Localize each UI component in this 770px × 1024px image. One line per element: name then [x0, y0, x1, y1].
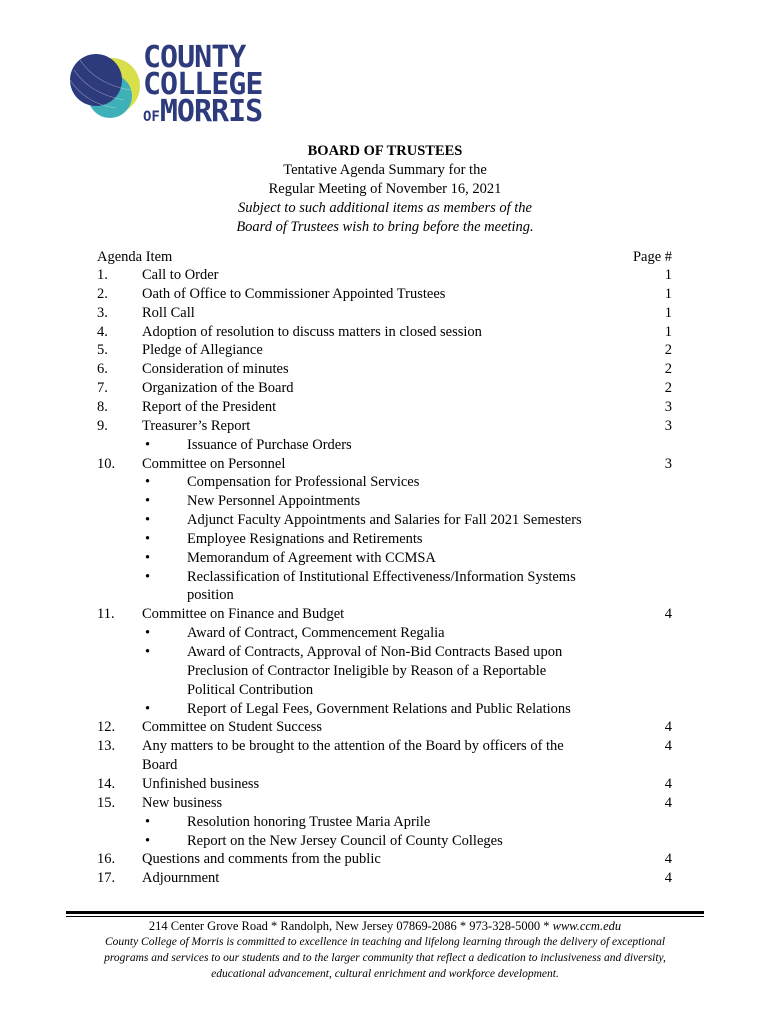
- document-subtitle: Tentative Agenda Summary for the: [283, 162, 487, 178]
- agenda-item-label: Any matters to be brought to the attention of the Board by officers of the: [142, 738, 564, 755]
- agenda-item-number: 15.: [97, 794, 116, 811]
- agenda-item-number: 11.: [97, 606, 115, 623]
- footer: [40, 918, 730, 982]
- agenda-subitem: [0, 568, 770, 586]
- agenda-item: [0, 718, 770, 736]
- document-header: [0, 142, 770, 237]
- agenda-item-label: Unfinished business: [142, 775, 260, 792]
- agenda-subitem-label: Employee Resignations and Retirements: [187, 530, 423, 547]
- agenda-subitem-label: Memorandum of Agreement with CCMSA: [187, 549, 436, 566]
- agenda-item-page: 4: [664, 775, 672, 792]
- agenda-subitem-label: Compensation for Professional Services: [187, 474, 420, 491]
- bullet-icon: •: [145, 530, 151, 547]
- agenda-item-label: Roll Call: [142, 304, 195, 321]
- agenda-subitem-continuation: [0, 681, 770, 699]
- agenda-item: [0, 323, 770, 341]
- agenda-item: [0, 398, 770, 416]
- agenda-item-page: 1: [664, 285, 672, 302]
- agenda-item: [0, 417, 770, 435]
- agenda-item-label: Committee on Personnel: [142, 455, 286, 472]
- agenda-item-continuation: [0, 756, 770, 774]
- bullet-icon: •: [145, 568, 151, 585]
- agenda-item-page: 2: [664, 361, 672, 378]
- agenda-item-page: 1: [664, 267, 672, 283]
- agenda-subitem: [0, 549, 770, 567]
- agenda-subitem-label: Reclassification of Institutional Effectiveness/Information Systems: [187, 568, 576, 585]
- logo-morris: MORRIS: [159, 94, 263, 129]
- agenda-item-label: Consideration of minutes: [142, 361, 289, 378]
- agenda-item-page: 4: [664, 719, 672, 736]
- agenda-item: [0, 341, 770, 359]
- bullet-icon: •: [145, 625, 151, 642]
- logo-line-county: COUNTY: [143, 40, 246, 75]
- agenda-subitem: [0, 643, 770, 661]
- agenda-item-number: 8.: [97, 398, 108, 415]
- agenda-item-number: 5.: [97, 342, 108, 359]
- agenda-item: [0, 794, 770, 812]
- agenda-item: [0, 379, 770, 397]
- agenda-item-page: 3: [664, 455, 672, 472]
- agenda-subitem-label: Report of Legal Fees, Government Relations and Public Relations: [187, 700, 571, 717]
- agenda-item-number: 4.: [97, 323, 108, 340]
- agenda-item-number: 14.: [97, 775, 116, 792]
- agenda-item-label: Committee on Student Success: [142, 719, 323, 736]
- agenda-item-number: 3.: [97, 304, 108, 321]
- agenda-item: [0, 285, 770, 303]
- page-number-heading: Page #: [632, 249, 672, 265]
- agenda-item-page: 1: [664, 323, 672, 340]
- agenda-subitem-label: Award of Contracts, Approval of Non-Bid Contracts Based upon: [187, 644, 563, 660]
- agenda-subitem-label: Adjunct Faculty Appointments and Salaries for Fall 2021 Semesters: [187, 512, 582, 529]
- agenda-subitem-label-continued: Political Contribution: [187, 681, 314, 698]
- bullet-icon: •: [145, 700, 151, 717]
- agenda-subitem: [0, 624, 770, 642]
- agenda-item-label: Adoption of resolution to discuss matters in closed session: [142, 323, 482, 340]
- agenda-subitem: [0, 700, 770, 718]
- agenda-item-number: 2.: [97, 285, 108, 302]
- agenda-subitem-label: New Personnel Appointments: [187, 493, 361, 510]
- document-title: BOARD OF TRUSTEES: [307, 143, 463, 159]
- agenda-item-number: 17.: [97, 870, 116, 887]
- college-logo-wordmark: [143, 40, 263, 131]
- agenda-subitem: [0, 473, 770, 491]
- agenda-item: [0, 266, 770, 284]
- agenda-item-page: 4: [664, 606, 672, 623]
- agenda-subitem: [0, 530, 770, 548]
- logo-of: OF: [143, 109, 160, 125]
- footer-address-line: [40, 918, 730, 934]
- agenda-item-number: 10.: [97, 455, 116, 472]
- agenda-item-label: Treasurer’s Report: [142, 417, 251, 434]
- mission-line-1: County College of Morris is committed to excellence in teaching and lifelong learning through the delivery of exceptional: [104, 936, 666, 948]
- agenda-item-page: 4: [664, 794, 672, 811]
- agenda-item-label: Report of the President: [142, 398, 277, 415]
- agenda-item-label: New business: [142, 794, 223, 811]
- agenda-subitem: [0, 436, 770, 454]
- mission-line-2: programs and services to our students and to the larger community that reflect a dedication to inclusiveness and diversity,: [104, 952, 666, 964]
- agenda-item-label: Organization of the Board: [142, 380, 294, 397]
- agenda-item-number: 13.: [97, 738, 116, 755]
- agenda-subitem: [0, 492, 770, 510]
- agenda-item: [0, 737, 770, 755]
- meeting-date: Regular Meeting of November 16, 2021: [268, 181, 502, 197]
- agenda-item-label: Committee on Finance and Budget: [142, 606, 345, 623]
- header-note-1: Subject to such additional items as members of the: [238, 200, 532, 216]
- mission-line-3: educational advancement, cultural enrichment and workforce development.: [211, 968, 559, 980]
- agenda-item-label: Questions and comments from the public: [142, 851, 381, 868]
- agenda-item-heading: Agenda Item: [97, 249, 173, 265]
- agenda-subitem-label: Resolution honoring Trustee Maria Aprile: [187, 813, 431, 830]
- agenda-subitem: [0, 813, 770, 831]
- agenda-subitem-label-continued: position: [187, 587, 234, 604]
- agenda-subitem-continuation: [0, 662, 770, 680]
- agenda-item-label-continued: Board: [142, 757, 178, 774]
- agenda-item: [0, 605, 770, 623]
- agenda-subitem-label: Report on the New Jersey Council of County Colleges: [187, 832, 503, 849]
- agenda-item-label: Call to Order: [142, 267, 219, 283]
- agenda-item-page: 3: [664, 398, 672, 415]
- agenda-item-label: Oath of Office to Commissioner Appointed Trustees: [142, 285, 446, 302]
- agenda-item-number: 9.: [97, 417, 108, 434]
- bullet-icon: •: [145, 644, 151, 660]
- agenda-item-label: Adjournment: [142, 870, 220, 887]
- footer-divider-thin: [66, 916, 704, 917]
- agenda-item-page: 3: [664, 417, 672, 434]
- agenda-item-number: 1.: [97, 267, 108, 283]
- logo-line-morris: [143, 94, 263, 131]
- agenda-item-page: 2: [664, 380, 672, 397]
- agenda-subitem: [0, 832, 770, 850]
- agenda-item-page: 2: [664, 342, 672, 359]
- bullet-icon: •: [145, 813, 151, 830]
- agenda-item-page: 4: [664, 870, 672, 887]
- agenda-subitem-continuation: [0, 586, 770, 604]
- agenda-item: [0, 360, 770, 378]
- agenda-item: [0, 850, 770, 868]
- agenda-subitem-label-continued: Preclusion of Contractor Ineligible by Reason of a Reportable: [187, 662, 547, 679]
- bullet-icon: •: [145, 474, 151, 491]
- agenda-item-page: 4: [664, 851, 672, 868]
- agenda-item-number: 7.: [97, 380, 108, 397]
- agenda-item: [0, 869, 770, 887]
- agenda-subitem-label: Issuance of Purchase Orders: [187, 436, 352, 453]
- agenda-item: [0, 775, 770, 793]
- bullet-icon: •: [145, 549, 151, 566]
- agenda-item: [0, 304, 770, 322]
- agenda-item-number: 6.: [97, 361, 108, 378]
- header-note-2: Board of Trustees wish to bring before the meeting.: [236, 219, 534, 235]
- agenda-item: [0, 455, 770, 473]
- agenda-subitem: [0, 511, 770, 529]
- footer-address: 214 Center Grove Road * Randolph, New Jersey 07869-2086 * 973-328-5000 *: [148, 919, 553, 933]
- agenda-item-label: Pledge of Allegiance: [142, 342, 263, 359]
- bullet-icon: •: [145, 493, 151, 510]
- agenda-subitem-label: Award of Contract, Commencement Regalia: [187, 625, 445, 642]
- agenda-item-number: 12.: [97, 719, 116, 736]
- agenda-item-page: 1: [664, 304, 672, 321]
- bullet-icon: •: [145, 436, 151, 453]
- bullet-icon: •: [145, 512, 151, 529]
- website-link[interactable]: www.ccm.edu: [552, 919, 622, 933]
- bullet-icon: •: [145, 832, 151, 849]
- footer-divider: [66, 911, 704, 914]
- agenda-item-number: 16.: [97, 851, 116, 868]
- logo-line-college: COLLEGE: [143, 67, 263, 102]
- agenda-item-page: 4: [664, 738, 672, 755]
